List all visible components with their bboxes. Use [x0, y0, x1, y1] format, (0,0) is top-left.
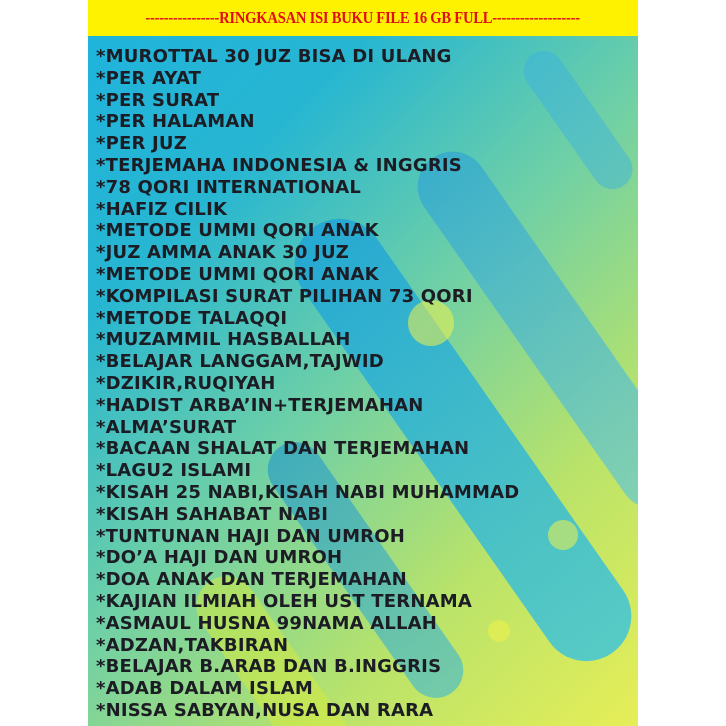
list-item: *MUROTTAL 30 JUZ BISA DI ULANG [96, 46, 452, 67]
list-item: *HADIST ARBA’IN+TERJEMAHAN [96, 394, 424, 416]
list-item: *BELAJAR B.ARAB DAN B.INGGRIS [96, 656, 442, 678]
list-item: *ADAB DALAM ISLAM [96, 678, 314, 700]
list-item: *TERJEMAHA INDONESIA & INGGRIS [96, 154, 462, 176]
header-banner [88, 0, 638, 36]
list-item: *NISSA SABYAN,NUSA DAN RARA [96, 699, 434, 721]
content-list [96, 46, 636, 722]
list-item: *ADZAN,TAKBIRAN [96, 634, 289, 656]
poster [88, 0, 638, 726]
list-item: *DOA ANAK DAN TERJEMAHAN [96, 569, 407, 591]
list-item: *TUNTUNAN HAJI DAN UMROH [96, 525, 406, 547]
list-item: *PER HALAMAN [96, 111, 255, 133]
header-title: ----------------RINGKASAN ISI BUKU FILE 16 GB FULL------------------- [145, 8, 581, 27]
list-item: *KOMPILASI SURAT PILIHAN 73 QORI [96, 285, 473, 307]
list-item: *JUZ AMMA ANAK 30 JUZ [96, 242, 350, 264]
list-item: *BELAJAR LANGGAM,TAJWID [96, 351, 384, 373]
list-item: *BACAAN SHALAT DAN TERJEMAHAN [96, 438, 470, 460]
list-item: *PER JUZ [96, 133, 187, 155]
list-item: *ALMA’SURAT [96, 416, 237, 438]
list-item: *KISAH SAHABAT NABI [96, 503, 329, 525]
list-item: *ASMAUL HUSNA 99NAMA ALLAH [96, 612, 438, 634]
list-item: *PER AYAT [96, 67, 202, 89]
list-item: *MUZAMMIL HASBALLAH [96, 329, 351, 351]
list-item: *LAGU2 ISLAMI [96, 460, 252, 482]
list-item: *DZIKIR,RUQIYAH [96, 372, 276, 394]
list-item: *78 QORI INTERNATIONAL [96, 176, 362, 198]
list-item: *PER SURAT [96, 89, 220, 111]
list-item: *METODE UMMI QORI ANAK [96, 263, 379, 285]
list-item: *HAFIZ CILIK [96, 198, 228, 220]
list-item: *METODE TALAQQI [96, 307, 288, 329]
list-item: *METODE UMMI QORI ANAK [96, 220, 379, 242]
list-item: *KISAH 25 NABI,KISAH NABI MUHAMMAD [96, 481, 520, 503]
list-item: *KAJIAN ILMIAH OLEH UST TERNAMA [96, 590, 472, 612]
list-item: *DO’A HAJI DAN UMROH [96, 547, 343, 569]
